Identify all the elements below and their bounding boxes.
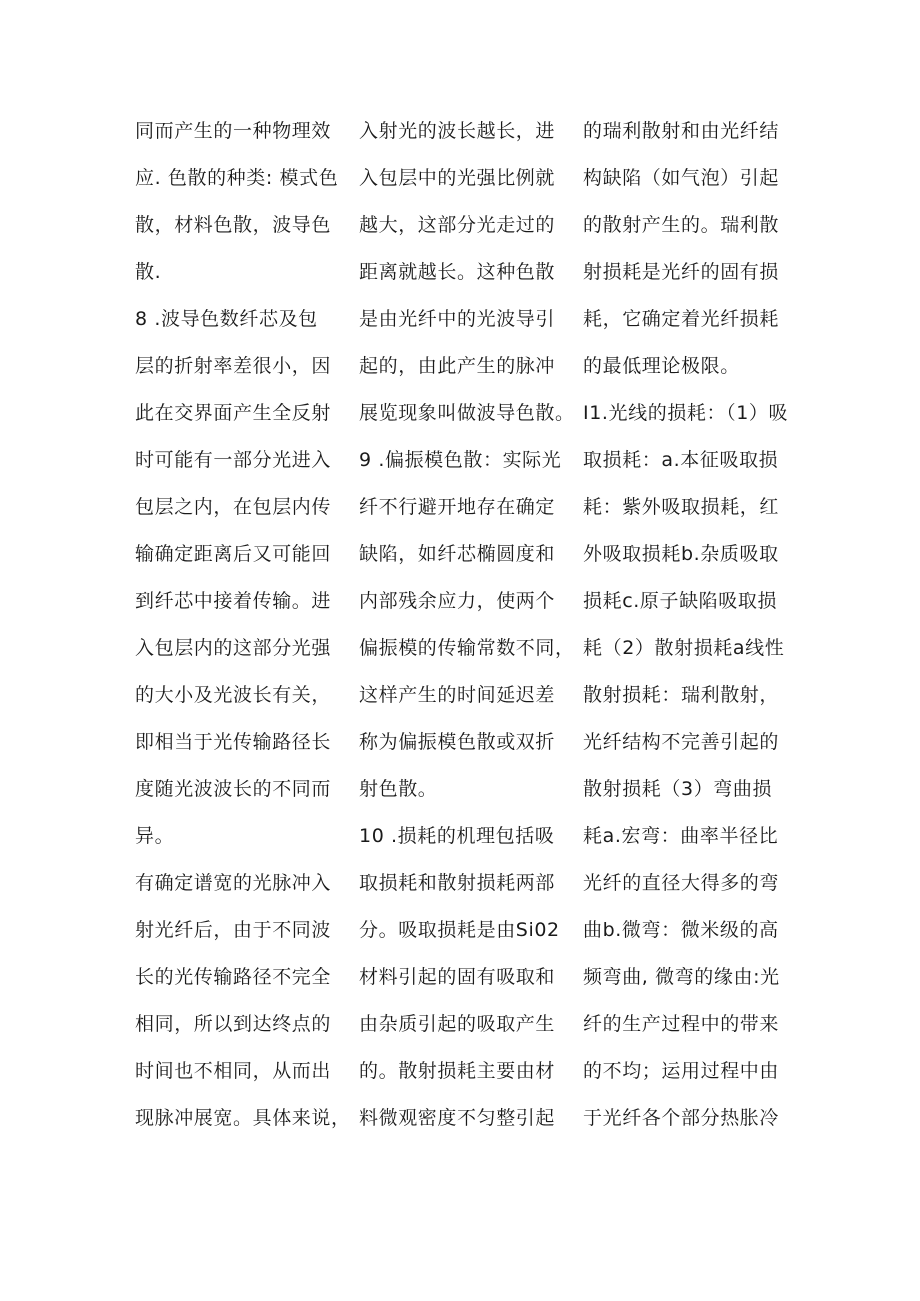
text-line: 光纤结构不完善引起的 bbox=[583, 731, 780, 753]
text-line: 10 .损耗的机理包括吸 bbox=[359, 825, 555, 847]
text-line: 耗：紫外吸取损耗，红 bbox=[583, 496, 780, 518]
text-line: 即相当于光传输路径长 bbox=[135, 731, 332, 753]
text-line: 距离就越长。这种色散 bbox=[359, 261, 556, 283]
text-line: 同而产生的一种物理效 bbox=[135, 120, 332, 142]
text-line: 耗（2）散射损耗a线性 bbox=[583, 637, 785, 659]
text-line: 光纤的直径大得多的弯 bbox=[583, 872, 780, 894]
text-line: 耗，它确定着光纤损耗 bbox=[583, 308, 780, 330]
text-line: 9 .偏振模色散：实际光 bbox=[359, 449, 562, 471]
text-line: 散，材料色散，波导色 bbox=[135, 214, 332, 236]
text-line: 称为偏振模色散或双折 bbox=[359, 731, 556, 753]
text-line: 构缺陷（如气泡）引起 bbox=[583, 167, 780, 189]
text-line: 有确定谱宽的光脉冲入 bbox=[135, 872, 332, 894]
text-line: 纤的生产过程中的带来 bbox=[583, 1013, 780, 1035]
text-line: 越大，这部分光走过的 bbox=[359, 214, 556, 236]
text-line: 的。散射损耗主要由材 bbox=[359, 1060, 556, 1082]
text-line: 缺陷，如纤芯椭圆度和 bbox=[359, 543, 556, 565]
text-line: 偏振模的传输常数不同， bbox=[359, 637, 575, 659]
text-line: 输确定距离后又可能回 bbox=[135, 543, 332, 565]
text-line: 由杂质引起的吸取产生 bbox=[359, 1013, 556, 1035]
text-line: 散. bbox=[135, 261, 162, 283]
text-line: 材料引起的固有吸取和 bbox=[359, 966, 556, 988]
text-line: 入射光的波长越长，进 bbox=[359, 120, 556, 142]
text-line: 内部残余应力，使两个 bbox=[359, 590, 556, 612]
text-line: 射光纤后，由于不同波 bbox=[135, 919, 332, 941]
text-line: 分。吸取损耗是由Si02 bbox=[359, 919, 560, 941]
text-column-middle bbox=[359, 112, 575, 1146]
text-line: 的瑞利散射和由光纤结 bbox=[583, 120, 780, 142]
text-line: 取损耗和散射损耗两部 bbox=[359, 872, 556, 894]
text-line: 耗a.宏弯：曲率半径比 bbox=[583, 825, 779, 847]
text-line: 层的折射率差很小，因 bbox=[135, 355, 332, 377]
text-line: 包层之内，在包层内传 bbox=[135, 496, 332, 518]
text-line: 射色散。 bbox=[359, 778, 438, 800]
text-line: 纤不行避开地存在确定 bbox=[359, 496, 556, 518]
text-line: 此在交界面产生全反射 bbox=[135, 402, 332, 424]
text-line: 时可能有一部分光进入 bbox=[135, 449, 332, 471]
text-line: 散射损耗（3）弯曲损 bbox=[583, 778, 773, 800]
text-line: 是由光纤中的光波导引 bbox=[359, 308, 556, 330]
text-line: 时间也不相同，从而出 bbox=[135, 1060, 332, 1082]
text-line: 8 .波导色数纤芯及包 bbox=[135, 308, 318, 330]
text-line: 于光纤各个部分热胀冷 bbox=[583, 1107, 780, 1129]
text-line: 的不均；运用过程中由 bbox=[583, 1060, 780, 1082]
text-line: 的大小及光波长有关， bbox=[135, 684, 332, 706]
text-line: 相同，所以到达终点的 bbox=[135, 1013, 332, 1035]
text-line: 现脉冲展宽。具体来说， bbox=[135, 1107, 351, 1129]
text-line: 外吸取损耗b.杂质吸取 bbox=[583, 543, 779, 565]
text-line: 长的光传输路径不完全 bbox=[135, 966, 332, 988]
text-line: 到纤芯中接着传输。进 bbox=[135, 590, 332, 612]
text-line: I1.光线的损耗：（1）吸 bbox=[583, 402, 789, 424]
text-line: 入包层内的这部分光强 bbox=[135, 637, 332, 659]
text-line: 的散射产生的。瑞利散 bbox=[583, 214, 780, 236]
text-line: 起的，由此产生的脉冲 bbox=[359, 355, 556, 377]
text-column-right bbox=[583, 112, 791, 1146]
text-line: 这样产生的时间延迟差 bbox=[359, 684, 556, 706]
text-line: 入包层中的光强比例就 bbox=[359, 167, 556, 189]
text-line: 取损耗：a.本征吸取损 bbox=[583, 449, 779, 471]
text-line: 曲b.微弯：微米级的高 bbox=[583, 919, 779, 941]
text-line: 度随光波波长的不同而 bbox=[135, 778, 332, 800]
text-line: 的最低理论极限。 bbox=[583, 355, 740, 377]
text-line: 应. 色散的种类: 模式色 bbox=[135, 167, 339, 189]
text-line: 展览现象叫做波导色散。 bbox=[359, 402, 575, 424]
text-line: 射损耗是光纤的固有损 bbox=[583, 261, 780, 283]
text-line: 料微观密度不匀整引起 bbox=[359, 1107, 556, 1129]
text-line: 散射损耗：瑞利散射， bbox=[583, 684, 780, 706]
text-column-left bbox=[135, 112, 351, 1146]
text-line: 异。 bbox=[135, 825, 175, 847]
text-line: 频弯曲, 微弯的缘由:光 bbox=[583, 966, 780, 988]
text-line: 损耗c.原子缺陷吸取损 bbox=[583, 590, 778, 612]
